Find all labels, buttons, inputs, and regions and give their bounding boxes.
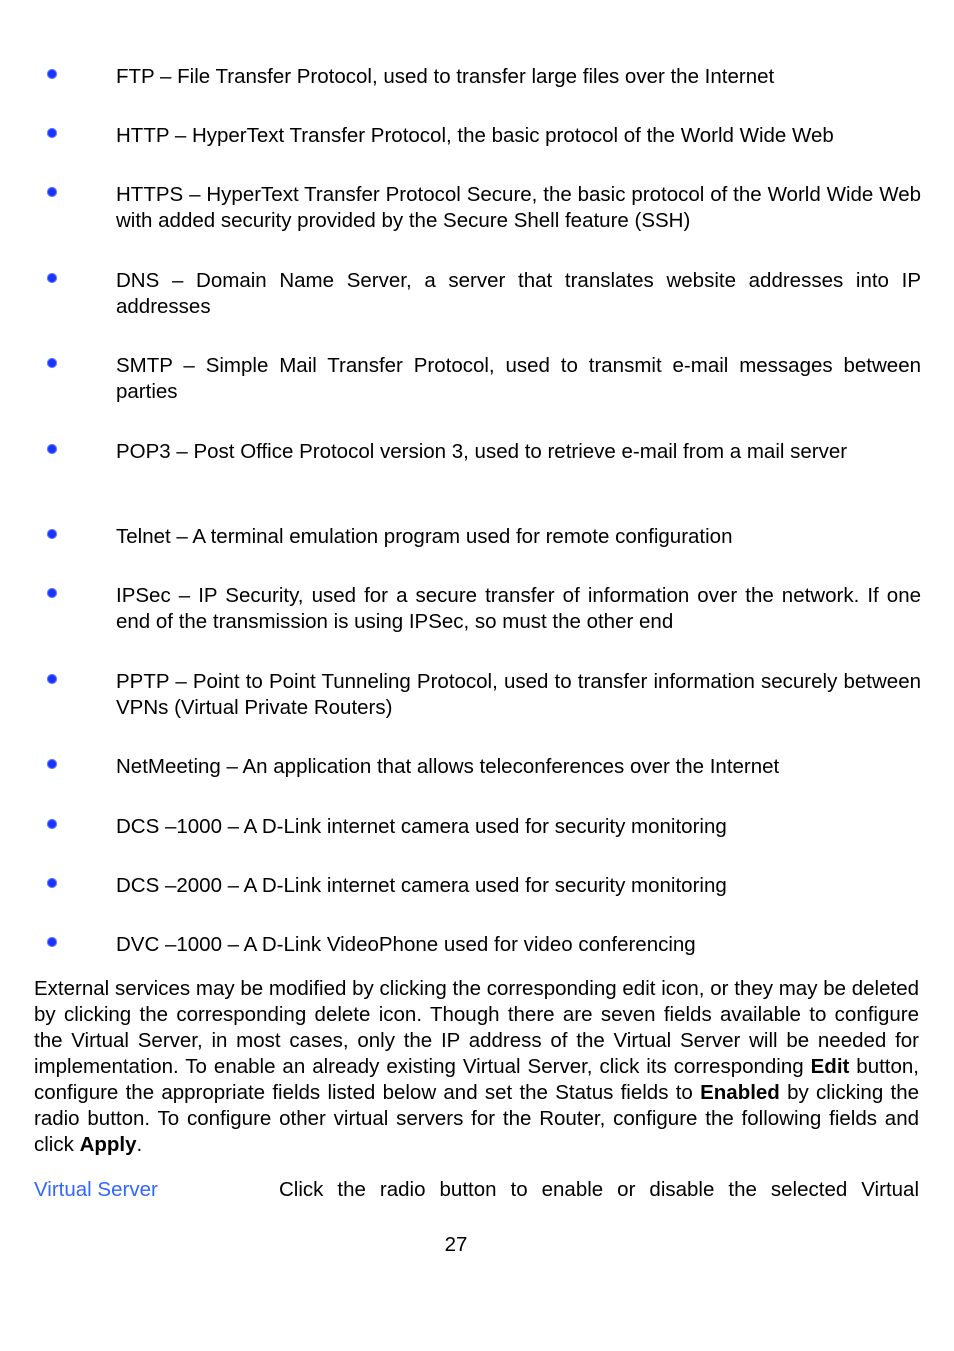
body-paragraph	[34, 976, 919, 1158]
list-item-text: DNS – Domain Name Server, a server that translates website addresses into IP addresses	[116, 269, 921, 318]
list-item-text: DCS –2000 – A D-Link internet camera used for security monitoring	[116, 874, 727, 897]
bullet-icon	[47, 529, 57, 539]
list-item-text: DVC –1000 – A D-Link VideoPhone used for video conferencing	[116, 933, 696, 956]
list-item-text: PPTP – Point to Point Tunneling Protocol, used to transfer information securely between VPNs (Virtual Private Routers)	[116, 670, 921, 719]
bullet-icon	[47, 273, 57, 283]
paragraph-text-3: by clicking the radio button. To configure other virtual servers for the Router, configure the following fields and click	[34, 1081, 919, 1156]
virtual-server-description: Click the radio button to enable or disable the selected Virtual	[279, 1178, 919, 1201]
bullet-icon	[47, 878, 57, 888]
virtual-server-term: Virtual Server	[34, 1178, 158, 1201]
enabled-term: Enabled	[700, 1081, 780, 1104]
bullet-icon	[47, 444, 57, 454]
list-item-text: DCS –1000 – A D-Link internet camera used for security monitoring	[116, 815, 727, 838]
list-item-text: FTP – File Transfer Protocol, used to transfer large files over the Internet	[116, 65, 775, 88]
paragraph-text-2: button, configure the appropriate fields listed below and set the Status fields to	[34, 1055, 919, 1104]
list-item-text: Telnet – A terminal emulation program used for remote configuration	[116, 525, 733, 548]
apply-term: Apply	[79, 1133, 137, 1156]
edit-term: Edit	[810, 1055, 850, 1078]
list-item-text: IPSec – IP Security, used for a secure transfer of information over the network. If one end of the transmission is using IPSec, so must the other end	[116, 584, 921, 633]
bullet-icon	[47, 674, 57, 684]
bullet-icon	[47, 358, 57, 368]
bullet-icon	[47, 187, 57, 197]
list-item-text: SMTP – Simple Mail Transfer Protocol, used to transmit e-mail messages between parties	[116, 354, 921, 403]
paragraph-text-1: External services may be modified by clicking the corresponding edit icon, or they may be deleted by clicking the corresponding delete icon. Though there are seven fields available to configure the Virtual Server, in most cases, only the IP address of the Virtual Server will be needed for implementation. To enable an already existing Virtual Server, click its corresponding	[34, 977, 919, 1078]
bullet-icon	[47, 128, 57, 138]
definition-row	[34, 1177, 919, 1205]
list-item-text: HTTPS – HyperText Transfer Protocol Secure, the basic protocol of the World Wide Web with added security provided by the Secure Shell feature (SSH)	[116, 183, 921, 232]
list-item-text: POP3 – Post Office Protocol version 3, used to retrieve e-mail from a mail server	[116, 440, 848, 463]
bullet-icon	[47, 937, 57, 947]
bullet-icon	[47, 69, 57, 79]
list-item-text: HTTP – HyperText Transfer Protocol, the basic protocol of the World Wide Web	[116, 124, 834, 147]
page-number: 27	[444, 1233, 468, 1256]
bullet-icon	[47, 588, 57, 598]
bullet-icon	[47, 819, 57, 829]
bullet-icon	[47, 759, 57, 769]
list-item-text: NetMeeting – An application that allows teleconferences over the Internet	[116, 755, 780, 778]
paragraph-text-4: .	[136, 1133, 143, 1156]
